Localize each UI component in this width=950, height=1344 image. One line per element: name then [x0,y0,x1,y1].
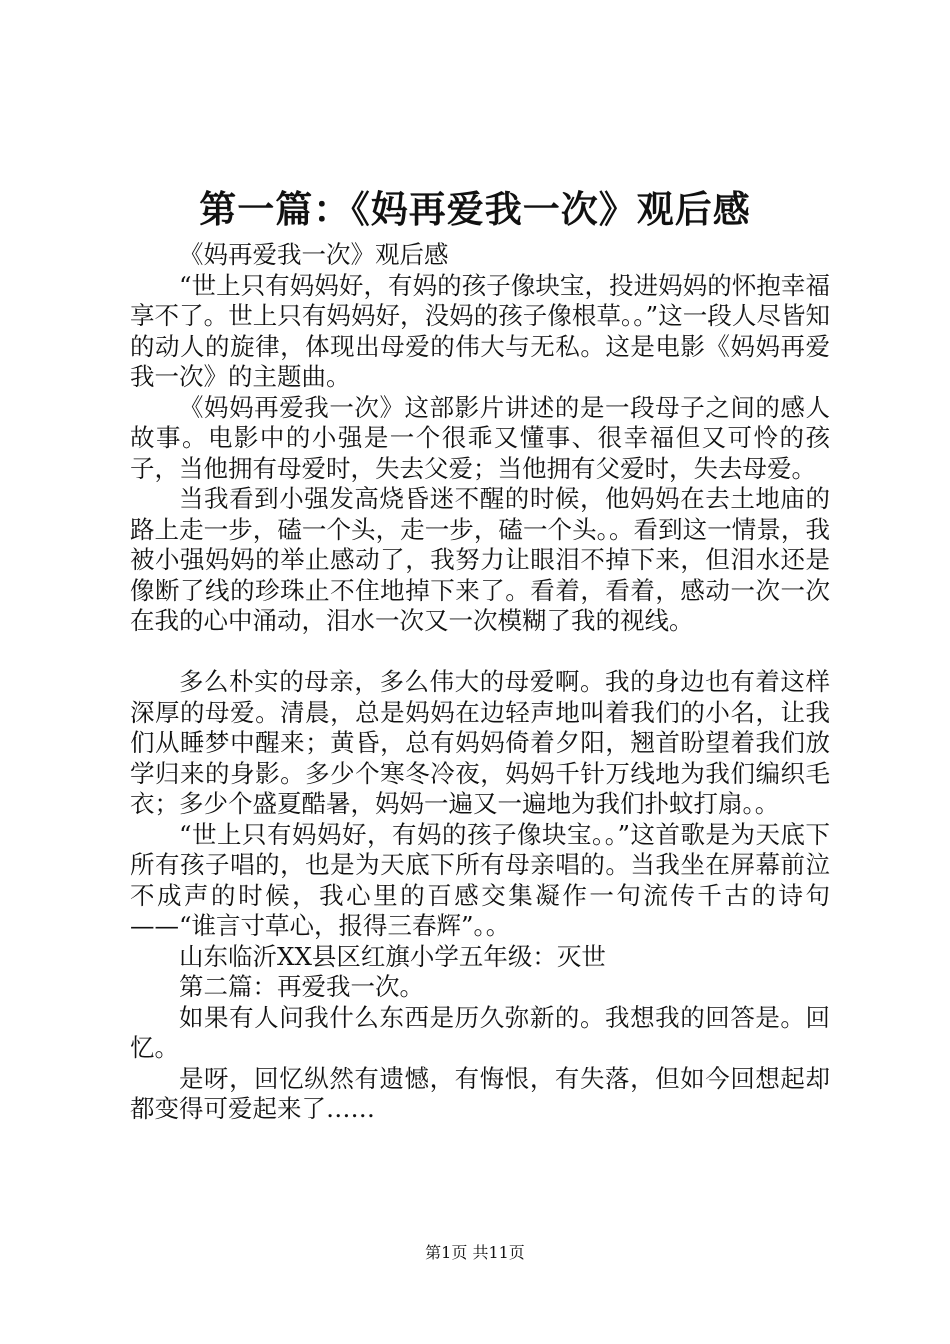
paragraph-film-summary: 《妈妈再爱我一次》这部影片讲述的是一段母子之间的感人故事。电影中的小强是一个很乖又懂事、很幸福但又可怜的孩子，当他拥有母爱时，失去父爱；当他拥有父爱时，失去母爱。 [130,392,830,483]
paragraph-memory-question: 如果有人问我什么东西是历久弥新的。我想我的回答是。回忆。 [130,1002,830,1062]
page-number-footer: 第1页 共11页 [425,1243,525,1262]
paragraph-subtitle: 《妈再爱我一次》观后感 [179,240,449,269]
document-body [130,240,830,1125]
paragraph-song-lyrics: “世上只有妈妈好，有妈的孩子像块宝，投进妈妈的怀抱幸福享不了。世上只有妈妈好，没妈的孩子像根草。。”这一段人尽皆知的动人的旋律，体现出母爱的伟大与无私。这是电影《妈妈再爱我一次》的主题曲。 [130,270,830,391]
paragraph-temple-scene: 当我看到小强发高烧昏迷不醒的时候，他妈妈在去土地庙的路上走一步，磕一个头，走一步，磕一个头。。看到这一情景，我被小强妈妈的举止感动了，我努力让眼泪不掉下来，但泪水还是像断了线的珍珠止不住地掉下来了。看着，看着，感动一次一次在我的心中涌动，泪水一次又一次模糊了我的视线。 [130,484,830,635]
paragraph-second-title: 第二篇：再爱我一次。 [179,972,424,1001]
page-title: 第一篇：《妈再爱我一次》观后感 [199,187,751,231]
paragraph-song-reflection: “世上只有妈妈好，有妈的孩子像块宝。。”这首歌是为天底下所有孩子唱的，也是为天底下所有母亲唱的。当我坐在屏幕前泣不成声的时候，我心里的百感交集凝作一句流传千古的诗句——“谁言寸草心，报得三春辉”。。 [130,819,830,940]
paragraph-mothers-love: 多么朴实的母亲，多么伟大的母爱啊。我的身边也有着这样深厚的母爱。清晨，总是妈妈在边轻声地叫着我们的小名，让我们从睡梦中醒来；黄昏，总有妈妈倚着夕阳，翘首盼望着我们放学归来的身影。多少个寒冬冷夜，妈妈千针万线地为我们编织毛衣；多少个盛夏酷暑，妈妈一遍又一遍地为我们扑蚊打扇。。 [130,667,830,818]
paragraph-author-line: 山东临沂XX县区红旗小学五年级：灭世 [179,941,606,971]
paragraph-memory-answer: 是呀，回忆纵然有遗憾，有悔恨，有失落，但如今回想起却都变得可爱起来了…… [130,1063,830,1123]
